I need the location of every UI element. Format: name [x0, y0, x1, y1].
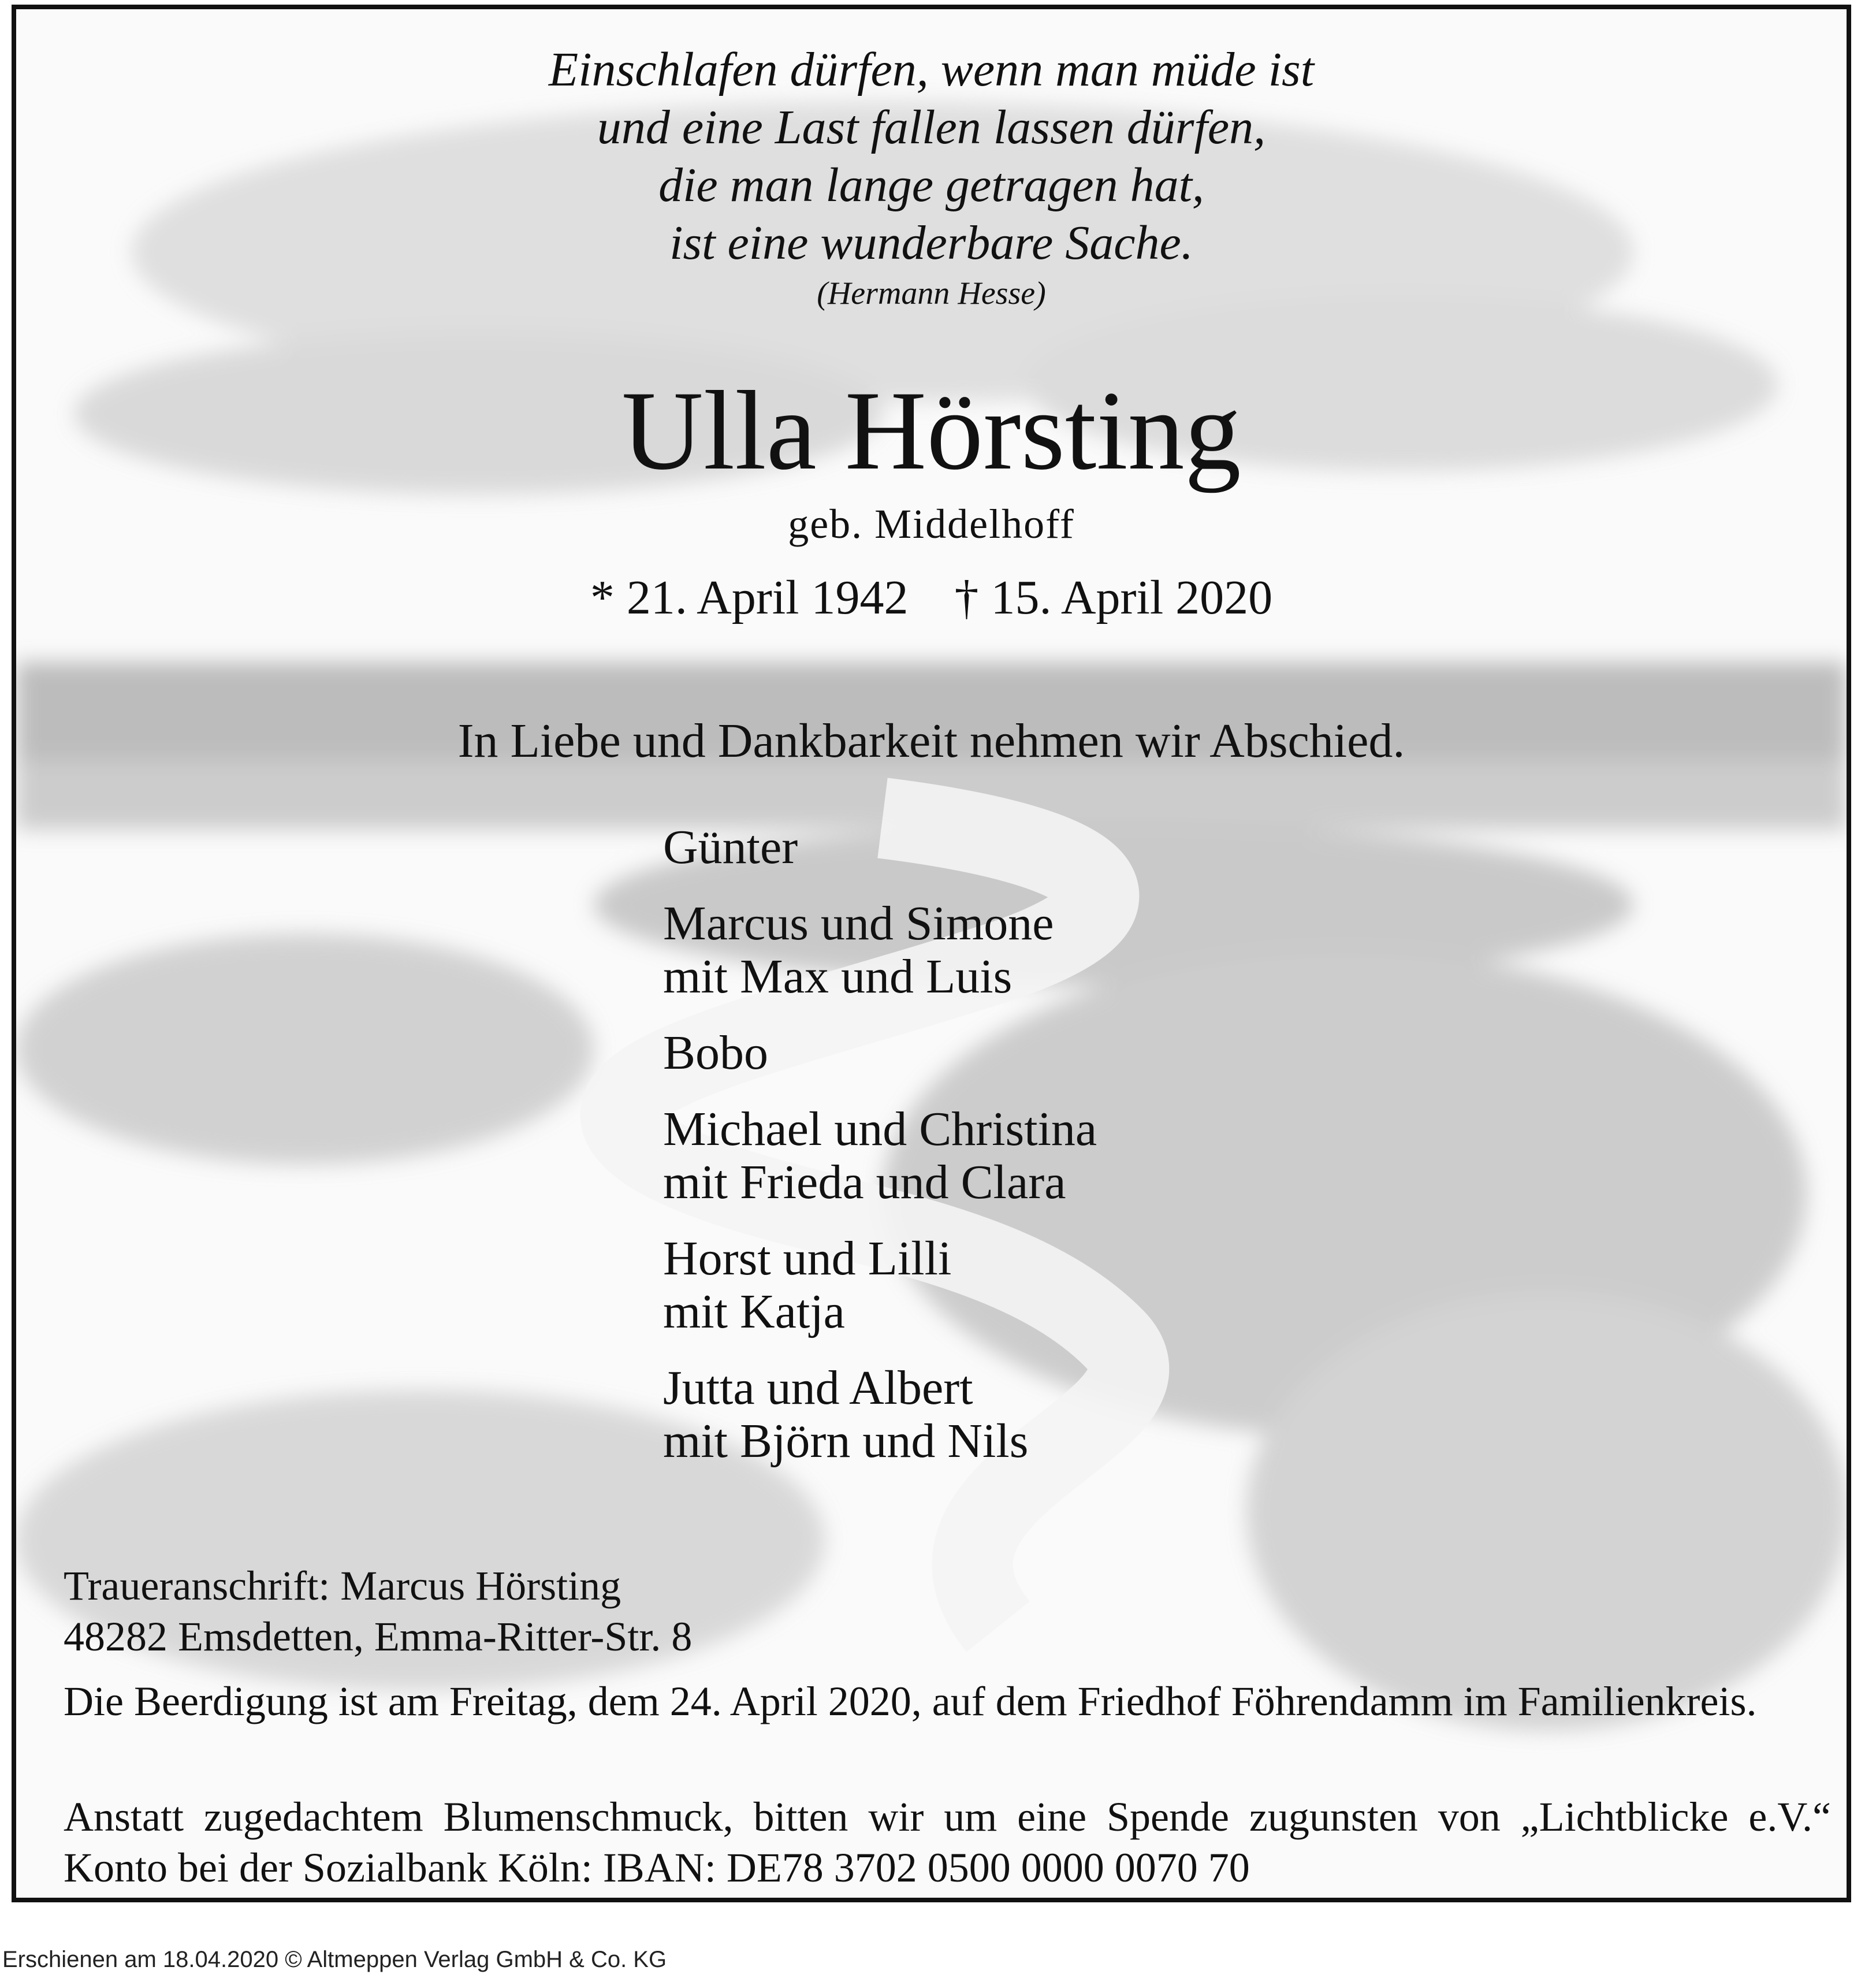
family-line: mit Frieda und Clara: [663, 1155, 1066, 1209]
farewell-text: In Liebe und Dankbarkeit nehmen wir Abschied.: [457, 714, 1405, 768]
family-group: [663, 1027, 1097, 1080]
family-line: Günter: [663, 820, 798, 874]
quote-line: und eine Last fallen lassen dürfen,: [597, 101, 1266, 154]
hesse-quote: [16, 41, 1847, 272]
birth-name: geb. Middelhoff: [788, 501, 1075, 547]
family-line: Bobo: [663, 1026, 769, 1080]
family-line: mit Max und Luis: [663, 950, 1013, 1003]
family-group: [663, 1103, 1097, 1209]
quote-line: ist eine wunderbare Sache.: [669, 216, 1193, 270]
quote-line: die man lange getragen hat,: [658, 158, 1204, 212]
quote-author: (Hermann Hesse): [817, 276, 1046, 311]
donation-info: Anstatt zugedachtem Blumenschmuck, bitten wir um eine Spende zugunsten von „Lichtblicke e.V.“ Konto bei der Sozialbank Köln: IBAN: DE78 3702 0500 0000 0070 70: [64, 1794, 1831, 1891]
family-line: Marcus und Simone: [663, 897, 1054, 950]
family-group: [663, 897, 1097, 1003]
mourning-address: [64, 1560, 1831, 1662]
publication-footer: Erschienen am 18.04.2020 © Altmeppen Verlag GmbH & Co. KG: [2, 1947, 667, 1972]
quote-line: Einschlafen dürfen, wenn man müde ist: [548, 43, 1315, 96]
family-list: [663, 821, 1097, 1491]
family-group: [663, 1232, 1097, 1339]
obituary-frame: [12, 5, 1851, 1902]
family-line: mit Katja: [663, 1285, 845, 1339]
family-group: [663, 821, 1097, 874]
birth-date: * 21. April 1942: [590, 571, 909, 624]
address-line: Traueranschrift: Marcus Hörsting: [64, 1563, 621, 1609]
death-date: † 15. April 2020: [954, 571, 1273, 624]
family-line: Michael und Christina: [663, 1102, 1097, 1156]
family-line: Horst und Lilli: [663, 1232, 952, 1285]
funeral-info: Die Beerdigung ist am Freitag, dem 24. April 2020, auf dem Friedhof Föhrendamm im Familienkreis.: [64, 1678, 1757, 1724]
family-group: [663, 1362, 1097, 1468]
family-line: Jutta und Albert: [663, 1361, 973, 1415]
family-line: mit Björn und Nils: [663, 1414, 1029, 1468]
address-line: 48282 Emsdetten, Emma-Ritter-Str. 8: [64, 1613, 693, 1660]
life-dates: [16, 570, 1847, 626]
deceased-name: Ulla Hörsting: [621, 368, 1241, 493]
